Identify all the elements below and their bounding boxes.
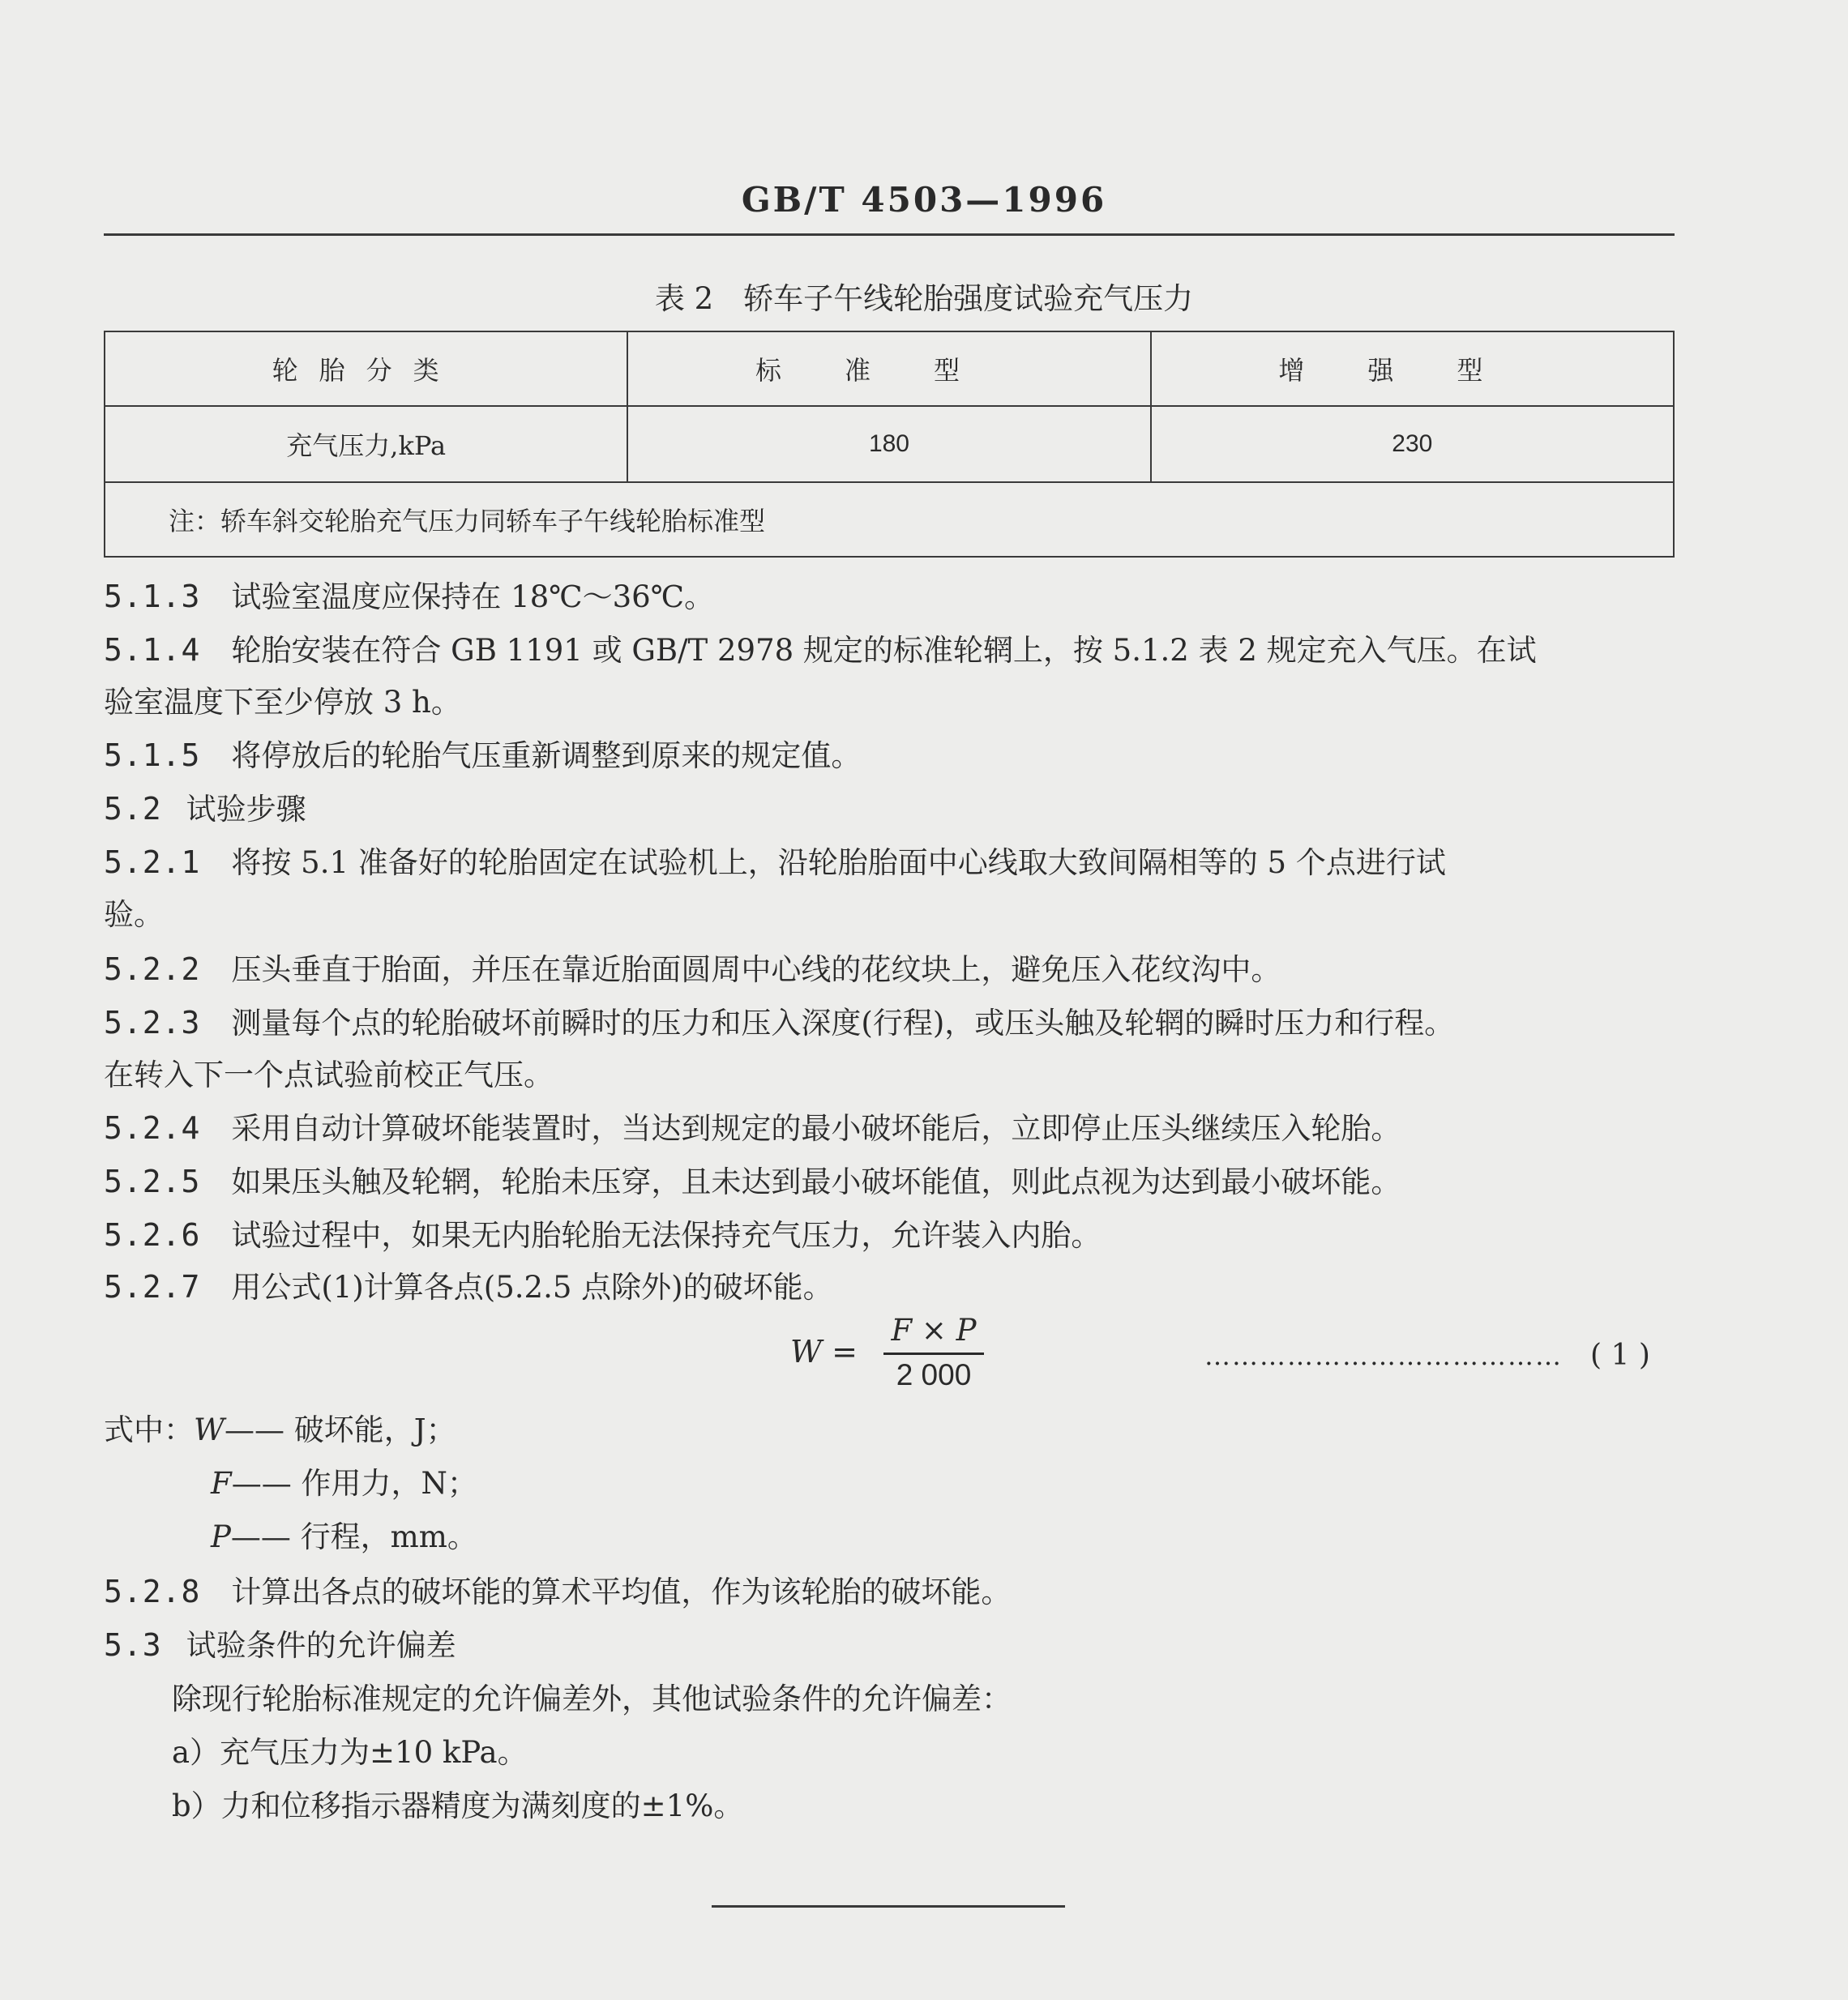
para-5-2-1-line2: 验。 (104, 897, 164, 932)
equation-number: ( 1 ) (1590, 1339, 1650, 1372)
table-note: 注：轿车斜交轮胎充气压力同轿车子午线轮胎标准型 (105, 482, 1674, 557)
para-5-3-item-b: b）力和位移指示器精度为满刻度的±1%。 (172, 1788, 744, 1823)
header-standard: 标准型 (627, 331, 1150, 406)
para-5-3-body: 除现行轮胎标准规定的允许偏差外，其他试验条件的允许偏差： (172, 1682, 1012, 1716)
formula-lhs: W = (790, 1334, 858, 1370)
para-5-2-3-line1: 5.2.3 测量每个点的轮胎破坏前瞬时的压力和压入深度(行程)，或压头触及轮辋的瞬时压力和行程。 (104, 1005, 1455, 1041)
pressure-table (104, 331, 1675, 558)
header-reinforced: 增强型 (1151, 331, 1674, 406)
value-standard: 180 (627, 406, 1150, 482)
para-5-1-5: 5.1.5 将停放后的轮胎气压重新调整到原来的规定值。 (104, 737, 862, 773)
para-5-2-4: 5.2.4 采用自动计算破坏能装置时，当达到规定的最小破坏能后，立即停止压头继续压入轮胎。 (104, 1110, 1401, 1146)
para-5-1-3: 5.1.3 试验室温度应保持在 18℃～36℃。 (104, 579, 715, 614)
para-5-2-8: 5.2.8 计算出各点的破坏能的算术平均值，作为该轮胎的破坏能。 (104, 1574, 1012, 1609)
end-rule (712, 1905, 1065, 1908)
para-5-3-item-a: a）充气压力为±10 kPa。 (172, 1735, 528, 1770)
formula-leader-dots: ………………………………… (1204, 1340, 1563, 1371)
table-row (105, 406, 1674, 482)
para-5-2-3-line2: 在转入下一个点试验前校正气压。 (104, 1058, 554, 1092)
row-label-pressure: 充气压力,kPa (105, 406, 627, 482)
section-5-2: 5.2 试验步骤 (104, 791, 306, 827)
formula-denominator: 2 000 (896, 1358, 972, 1391)
header-tire-class: 轮胎分类 (105, 331, 627, 406)
para-5-2-1-line1: 5.2.1 将按 5.1 准备好的轮胎固定在试验机上，沿轮胎胎面中心线取大致间隔相等的 5 个点进行试 (104, 844, 1446, 880)
header-rule (104, 233, 1675, 236)
table-header-row (105, 331, 1674, 406)
standard-header: GB/T 4503—1996 (741, 180, 1107, 220)
formula-fraction (883, 1313, 984, 1392)
table-title: 表 2 轿车子午线轮胎强度试验充气压力 (654, 281, 1194, 316)
legend-p: P—— 行程，mm。 (211, 1519, 477, 1554)
para-5-2-7: 5.2.7 用公式(1)计算各点(5.2.5 点除外)的破坏能。 (104, 1269, 833, 1305)
fraction-bar (883, 1353, 984, 1355)
para-5-2-6: 5.2.6 试验过程中，如果无内胎轮胎无法保持充气压力，允许装入内胎。 (104, 1217, 1102, 1253)
table-note-row (105, 482, 1674, 557)
para-5-1-4-line2: 验室温度下至少停放 3 h。 (104, 685, 461, 720)
section-5-3: 5.3 试验条件的允许偏差 (104, 1627, 456, 1663)
formula-numerator: F × P (891, 1313, 977, 1348)
para-5-2-2: 5.2.2 压头垂直于胎面，并压在靠近胎面圆周中心线的花纹块上，避免压入花纹沟中。 (104, 951, 1281, 987)
para-5-1-4-line1: 5.1.4 轮胎安装在符合 GB 1191 或 GB/T 2978 规定的标准轮辋上，按 5.1.2 表 2 规定充入气压。在试 (104, 632, 1537, 668)
legend-w: 式中：W—— 破坏能，J； (104, 1412, 456, 1447)
para-5-2-5: 5.2.5 如果压头触及轮辋，轮胎未压穿，且未达到最小破坏能值，则此点视为达到最小破坏能。 (104, 1164, 1401, 1199)
value-reinforced: 230 (1151, 406, 1674, 482)
legend-f: F—— 作用力，N； (211, 1466, 477, 1501)
